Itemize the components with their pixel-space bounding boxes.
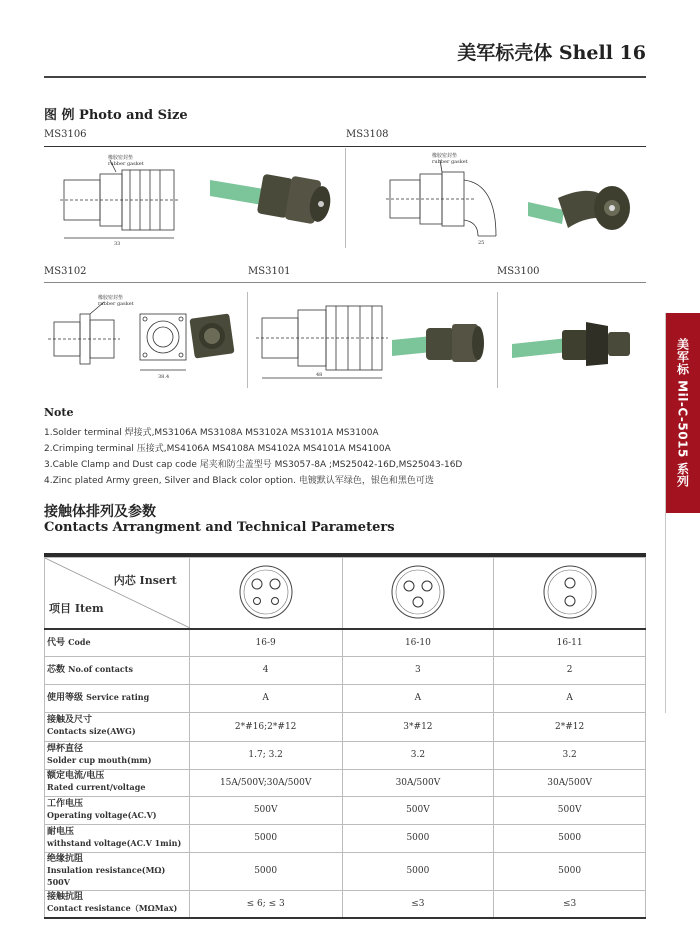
table-row [45, 796, 646, 824]
row-label [45, 824, 190, 852]
insert-layout-16-11 [494, 558, 646, 630]
row2-divider-2 [497, 292, 498, 388]
table-corner-cell [45, 558, 190, 630]
value-cell: 16-11 [494, 629, 646, 656]
parameters-table [44, 557, 646, 919]
row-label [45, 769, 190, 796]
corner-insert-label: 内芯 Insert [113, 574, 177, 587]
gasket-label-en-ms3108: rubber gasket [432, 159, 468, 165]
value-cell: 4 [189, 656, 342, 684]
note-line: 4.Zinc plated Army green, Silver and Black color option. 电镀默认军绿色，银色和黑色可选 [44, 476, 434, 486]
dim-ms3101: 48 [316, 372, 323, 378]
label-ms3108: MS3108 [346, 129, 389, 140]
gasket-label-en-ms3106: rubber gasket [108, 161, 144, 167]
value-cell: 1.7; 3.2 [189, 741, 342, 769]
row-label-cn: 接触抗阻 [47, 892, 84, 903]
row2-rule [44, 282, 646, 283]
row-label-cn: 使用等级 [47, 693, 84, 703]
row-label [45, 741, 190, 769]
corner-item-label: 项目 Item [49, 602, 104, 615]
insert-16-9-icon [236, 562, 296, 622]
ms3100-photo [512, 318, 642, 370]
value-cell: 2*#16;2*#12 [189, 712, 342, 741]
table-row [45, 656, 646, 684]
series-side-tab: 美军标 Mil-C-5015 系列 [666, 313, 700, 513]
row-label-cn: 额定电流/电压 [47, 771, 105, 781]
value-cell: 5000 [494, 824, 646, 852]
row-label-en: Contacts size(AWG) [47, 726, 136, 736]
value-cell: 3.2 [342, 741, 494, 769]
note-line: 3.Cable Clamp and Dust cap code 尾夹和防尘盖型号 MS3057-8A ;MS25042-16D,MS25043-16D [44, 460, 463, 470]
value-cell: 5000 [494, 852, 646, 890]
table-row [45, 684, 646, 712]
value-cell: 16-9 [189, 629, 342, 656]
gasket-label-ms3102: 橡胶密封垫 [98, 295, 124, 301]
value-cell: 30A/500V [494, 769, 646, 796]
ms3101-drawing [252, 292, 402, 384]
value-cell: A [189, 684, 342, 712]
insert-16-10-icon [388, 562, 448, 622]
insert-16-11-icon [540, 562, 600, 622]
row-label-en: Code [68, 636, 91, 647]
row-label [45, 684, 190, 712]
value-cell: 2*#12 [494, 712, 646, 741]
row-label [45, 890, 190, 918]
row-label-cn: 芯数 [47, 665, 66, 675]
label-ms3106: MS3106 [44, 129, 87, 140]
row-label-en: Service rating [86, 692, 150, 702]
row-label [45, 656, 190, 684]
photo-section-heading: 图 例 Photo and Size [44, 108, 188, 123]
row-label-en: No.of contacts [68, 664, 133, 674]
ms3101-photo [392, 318, 492, 368]
parameter-rows [45, 629, 646, 918]
contacts-title-cn: 接触体排列及参数 [44, 504, 156, 520]
row-label-en: Solder cup mouth(mm) [47, 754, 152, 765]
value-cell: ≤3 [494, 890, 646, 918]
value-cell: ≤3 [342, 890, 494, 918]
row-label-cn: 绝缘抗阻 [47, 853, 84, 864]
table-row [45, 712, 646, 741]
table-header-row [45, 558, 646, 630]
insert-layout-16-10 [342, 558, 494, 630]
table-row [45, 629, 646, 656]
gasket-label-ms3108: 橡胶密封垫 [432, 153, 458, 159]
label-ms3102: MS3102 [44, 266, 87, 277]
value-cell: 5000 [189, 852, 342, 890]
ms3108-photo [528, 172, 646, 242]
row-label [45, 852, 190, 890]
row2-divider-1 [247, 292, 248, 388]
value-cell: 500V [494, 796, 646, 824]
value-cell: A [494, 684, 646, 712]
value-cell: ≤ 6; ≤ 3 [189, 890, 342, 918]
value-cell: 5000 [189, 824, 342, 852]
note-line: 1.Solder terminal 焊接式,MS3106A MS3108A MS3102A MS3101A MS3100A [44, 428, 379, 438]
row-label-cn: 工作电压 [47, 798, 84, 809]
table-row [45, 824, 646, 852]
value-cell: 500V [189, 796, 342, 824]
value-cell: 3.2 [494, 741, 646, 769]
note-title: Note [44, 406, 74, 419]
value-cell: 16-10 [342, 629, 494, 656]
value-cell: 3*#12 [342, 712, 494, 741]
gasket-label-ms3106: 橡胶密封垫 [108, 155, 134, 161]
value-cell: 2 [494, 656, 646, 684]
dim-ms3108: 25 [478, 240, 485, 246]
title-rule [44, 76, 646, 78]
row-label [45, 796, 190, 824]
row-label-en: Insulation resistance(MΩ) 500V [47, 864, 166, 887]
ms3106-drawing [48, 152, 198, 247]
dim-ms3106: 33 [114, 241, 121, 247]
row-label-cn: 接触及尺寸 [47, 715, 93, 725]
contacts-title-en: Contacts Arrangment and Technical Parameters [44, 520, 395, 535]
label-ms3101: MS3101 [248, 266, 291, 277]
row-label-cn: 耐电压 [47, 826, 75, 837]
corner-diagonal [45, 558, 190, 628]
row-label-en: Rated current/voltage [47, 782, 146, 792]
row-label-en: Operating voltage(AC.V) [47, 809, 157, 820]
value-cell: 3 [342, 656, 494, 684]
row-label-en: withstand voltage(AC.V 1min) [47, 837, 182, 848]
value-cell: 5000 [342, 852, 494, 890]
row-label-en: Contact resistance（MΩMax) [47, 903, 178, 914]
value-cell: 30A/500V [342, 769, 494, 796]
value-cell: A [342, 684, 494, 712]
table-row [45, 852, 646, 890]
row1-divider [345, 148, 346, 248]
note-line: 2.Crimping terminal 压接式,MS4106A MS4108A MS4102A MS4101A MS4100A [44, 444, 391, 454]
row-label-cn: 焊杯直径 [47, 743, 84, 754]
label-ms3100: MS3100 [497, 266, 540, 277]
page-title: 美军标壳体 Shell 16 [457, 42, 646, 64]
gasket-label-en-ms3102: rubber gasket [98, 301, 134, 307]
insert-layout-16-9 [189, 558, 342, 630]
row1-rule [44, 146, 646, 147]
table-row [45, 741, 646, 769]
row-label [45, 629, 190, 656]
row-label-cn: 代号 [47, 637, 66, 648]
table-row [45, 769, 646, 796]
value-cell: 5000 [342, 824, 494, 852]
ms3108-drawing [378, 150, 508, 248]
value-cell: 500V [342, 796, 494, 824]
dim-ms3102: 38.4 [158, 374, 170, 380]
value-cell: 15A/500V;30A/500V [189, 769, 342, 796]
ms3102-drawing [40, 292, 245, 384]
ms3106-photo [210, 160, 340, 240]
table-row [45, 890, 646, 918]
row-label [45, 712, 190, 741]
